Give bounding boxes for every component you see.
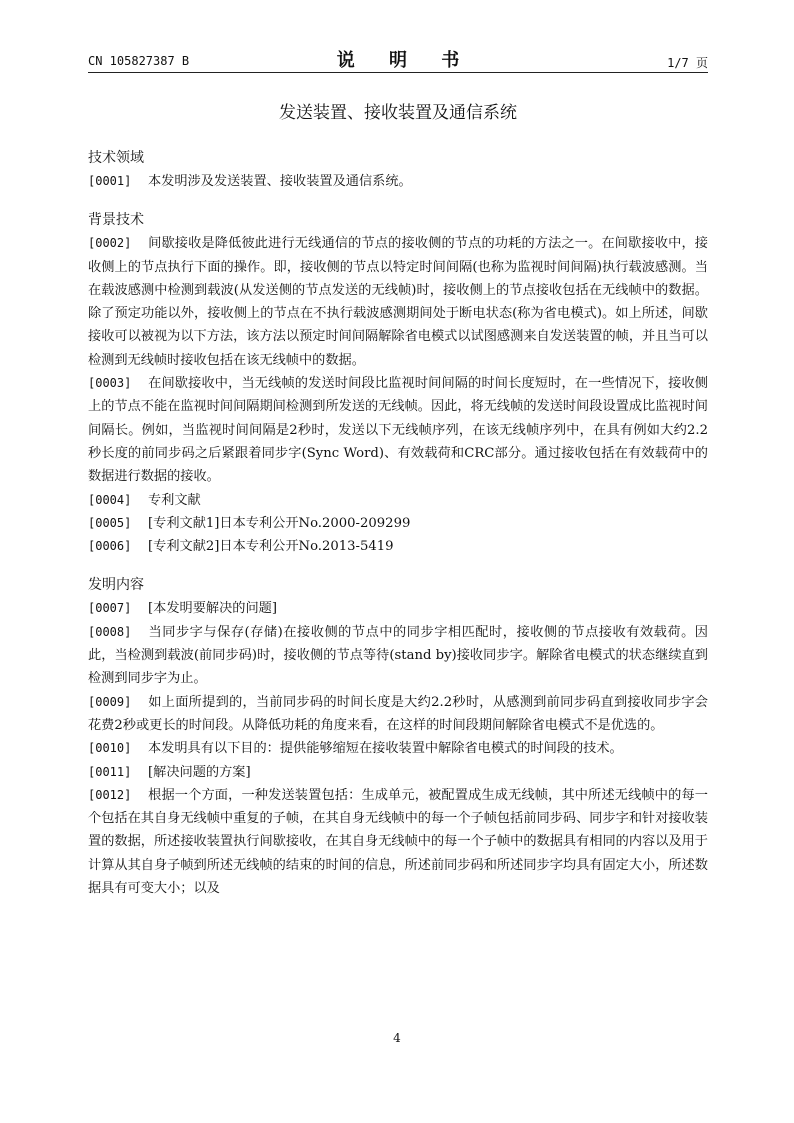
paragraph bbox=[88, 691, 708, 738]
section-technical-field bbox=[88, 147, 708, 193]
paragraph-number: [0009] bbox=[88, 694, 132, 709]
page-header bbox=[88, 46, 708, 70]
paragraph bbox=[88, 784, 708, 900]
paragraph-text: [专利文献2]日本专利公开No.2013-5419 bbox=[148, 539, 394, 555]
paragraph-text: 如上面所提到的，当前同步码的时间长度是大约2.2秒时，从感测到前同步码直到接收同步字会花费2秒或更长的时间段。从降低功耗的角度来看，在这样的时间段期间解除省电模式不是优选的。 bbox=[88, 694, 708, 733]
paragraph-text: 在间歇接收中，当无线帧的发送时间段比监视时间间隔的时间长度短时，在一些情况下，接收侧上的节点不能在监视时间间隔期间检测到所发送的无线帧。因此，将无线帧的发送时间段设置成比监视时间间隔长。例如，当监视时间间隔是2秒时，发送以下无线帧序列，在该无线帧序列中，在具有例如大约2.2秒长度的前同步码之后紧跟着同步字(Sync Word)、有效载荷和CRC部分。通过接收包括在有效载荷中的数据进行数据的接收。 bbox=[88, 376, 708, 485]
paragraph bbox=[88, 597, 708, 620]
paragraph-number: [0006] bbox=[88, 539, 132, 554]
header-divider bbox=[88, 72, 708, 73]
paragraph-number: [0008] bbox=[88, 624, 132, 639]
section-heading: 发明内容 bbox=[88, 577, 144, 594]
paragraph-text: [本发明要解决的问题] bbox=[148, 601, 277, 617]
paragraph bbox=[88, 170, 708, 193]
paragraph bbox=[88, 621, 708, 691]
paragraph-text: 间歇接收是降低彼此进行无线通信的节点的接收侧的节点的功耗的方法之一。在间歇接收中，接收侧上的节点执行下面的操作。即，接收侧的节点以特定时间间隔(也称为监视时间间隔)执行载波感测。当在载波感测中检测到载波(从发送侧的节点发送的无线帧)时，接收侧上的节点接收包括在无线帧中的数据。除了预定功能以外，接收侧上的节点在不执行载波感测期间处于断电状态(称为省电模式)。如上所述，间歇接收可以被视为以下方法，该方法以预定时间间隔解除省电模式以试图感测来自发送装置的帧，并且当可以检测到无线帧时接收包括在该无线帧中的数据。 bbox=[88, 236, 708, 368]
paragraph-number: [0004] bbox=[88, 492, 132, 507]
section-heading: 技术领域 bbox=[88, 150, 144, 166]
document-type: 说 明 书 bbox=[336, 50, 474, 71]
paragraph-text: 当同步字与保存(存储)在接收侧的节点中的同步字相匹配时，接收侧的节点接收有效载荷。因此，当检测到载波(前同步码)时，接收侧的节点等待(stand by)接收同步字。解除省电模式的状态继续直到检测到同步字为止。 bbox=[88, 624, 708, 687]
document-title: 发送装置、接收装置及通信系统 bbox=[279, 103, 517, 123]
paragraph-text: 根据一个方面，一种发送装置包括：生成单元，被配置成生成无线帧，其中所述无线帧中的每一个包括在其自身无线帧中重复的子帧，在其自身无线帧中的每一个子帧包括前同步码、同步字和针对接收装置的数据，所述接收装置执行间歇接收，在其自身无线帧中的每一个子帧中的数据具有相同的内容以及用于计算从其自身子帧到所述无线帧的结束的时间的信息，所述前同步码和所述同步字均具有固定大小，所述数据具有可变大小；以及 bbox=[88, 787, 708, 897]
paragraph-text: [解决问题的方案] bbox=[148, 764, 251, 780]
paragraph-number: [0005] bbox=[88, 515, 132, 530]
section-heading: 背景技术 bbox=[88, 212, 144, 229]
paragraph-number: [0012] bbox=[88, 787, 132, 802]
paragraph bbox=[88, 535, 708, 558]
page-number: 4 bbox=[393, 1031, 401, 1045]
paragraph-text: 本发明涉及发送装置、接收装置及通信系统。 bbox=[148, 174, 412, 189]
paragraph bbox=[88, 232, 708, 372]
paragraph-number: [0001] bbox=[88, 174, 132, 188]
paragraph bbox=[88, 737, 708, 760]
paragraph-text: 专利文献 bbox=[148, 492, 201, 508]
paragraph bbox=[88, 372, 708, 488]
paragraph-text: [专利文献1]日本专利公开No.2000-209299 bbox=[148, 515, 411, 531]
patent-number: CN 105827387 B bbox=[88, 54, 190, 68]
document-body bbox=[88, 147, 708, 916]
paragraph bbox=[88, 761, 708, 784]
paragraph bbox=[88, 512, 708, 535]
section-summary bbox=[88, 574, 708, 900]
paragraph-number: [0003] bbox=[88, 376, 132, 391]
paragraph-number: [0002] bbox=[88, 236, 132, 251]
paragraph bbox=[88, 489, 708, 512]
section-background bbox=[88, 209, 708, 558]
page-info: 1/7 页 bbox=[667, 56, 708, 70]
paragraph-number: [0011] bbox=[88, 764, 132, 779]
paragraph-number: [0010] bbox=[88, 741, 132, 756]
paragraph-number: [0007] bbox=[88, 601, 132, 616]
paragraph-text: 本发明具有以下目的：提供能够缩短在接收装置中解除省电模式的时间段的技术。 bbox=[148, 741, 623, 757]
